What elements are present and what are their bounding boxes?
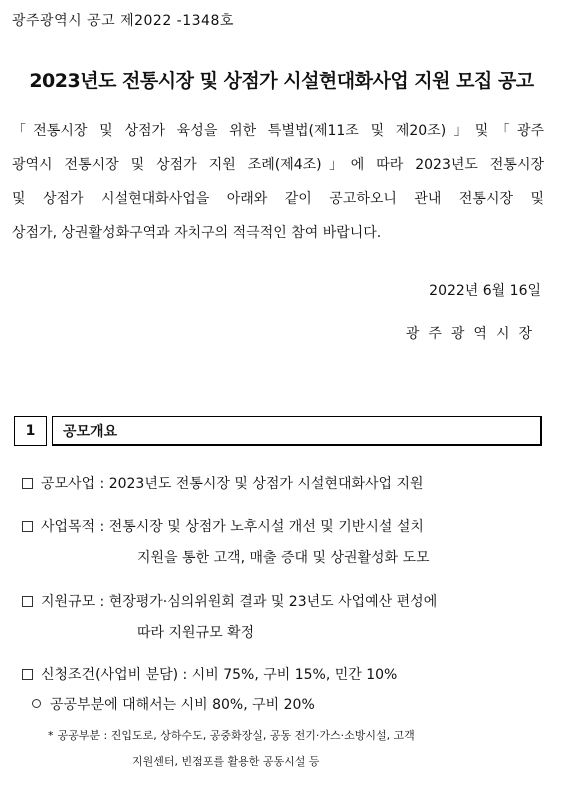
intro-paragraph: [12, 114, 544, 250]
page-title: 2023년도 전통시장 및 상점가 시설현대화사업 지원 모집 공고: [29, 70, 534, 92]
square-bullet-icon: [22, 669, 33, 680]
list-item-conditions: [22, 664, 397, 684]
item-text: 사업목적 : 전통시장 및 상점가 노후시설 개선 및 기반시설 설치: [41, 519, 424, 535]
footnote-text: 공공부분 : 진입도로, 상하수도, 공중화장실, 공동 전기·가스·소방시설, 고객: [57, 729, 415, 742]
circle-bullet-icon: [32, 699, 41, 708]
square-bullet-icon: [22, 521, 33, 532]
list-item-project: [22, 473, 424, 493]
footnote: [48, 727, 415, 743]
section-title: 공모개요: [52, 416, 542, 446]
intro-line: 및 상점가 시설현대화사업을 아래와 같이 공고하오니 관내 전통시장 및: [12, 191, 544, 207]
section-number: 1: [14, 416, 47, 446]
notice-number: 광주광역시 공고 제2022 -1348호: [12, 13, 234, 29]
square-bullet-icon: [22, 478, 33, 489]
issuer-name: 광주광역시장: [405, 326, 541, 342]
item-text: 신청조건(사업비 분담) : 시비 75%, 구비 15%, 민간 10%: [41, 667, 398, 683]
item-continuation: 따라 지원규모 확정: [137, 625, 255, 641]
intro-line: 광역시 전통시장 및 상점가 지원 조례(제4조)」에 따라 2023년도 전통시장: [12, 157, 544, 173]
footnote-continuation: 지원센터, 빈점포를 활용한 공동시설 등: [132, 755, 320, 768]
list-item-scale: [22, 591, 437, 611]
intro-line: 상점가, 상권활성화구역과 자치구의 적극적인 참여 바랍니다.: [12, 225, 382, 241]
sub-item-text: 공공부분에 대해서는 시비 80%, 구비 20%: [50, 697, 315, 713]
intro-line: 「전통시장 및 상점가 육성을 위한 특별법(제11조 및 제20조)」및「광주: [12, 123, 544, 139]
section-heading: [14, 416, 542, 446]
item-continuation: 지원을 통한 고객, 매출 증대 및 상권활성화 도모: [137, 550, 430, 566]
square-bullet-icon: [22, 596, 33, 607]
notice-date: 2022년 6월 16일: [429, 283, 541, 299]
list-item-purpose: [22, 516, 424, 536]
sub-item: [32, 694, 315, 714]
item-text: 공모사업 : 2023년도 전통시장 및 상점가 시설현대화사업 지원: [41, 476, 424, 492]
asterisk-marker: *: [48, 729, 54, 742]
item-text: 지원규모 : 현장평가·심의위원회 결과 및 23년도 사업예산 편성에: [41, 594, 438, 610]
